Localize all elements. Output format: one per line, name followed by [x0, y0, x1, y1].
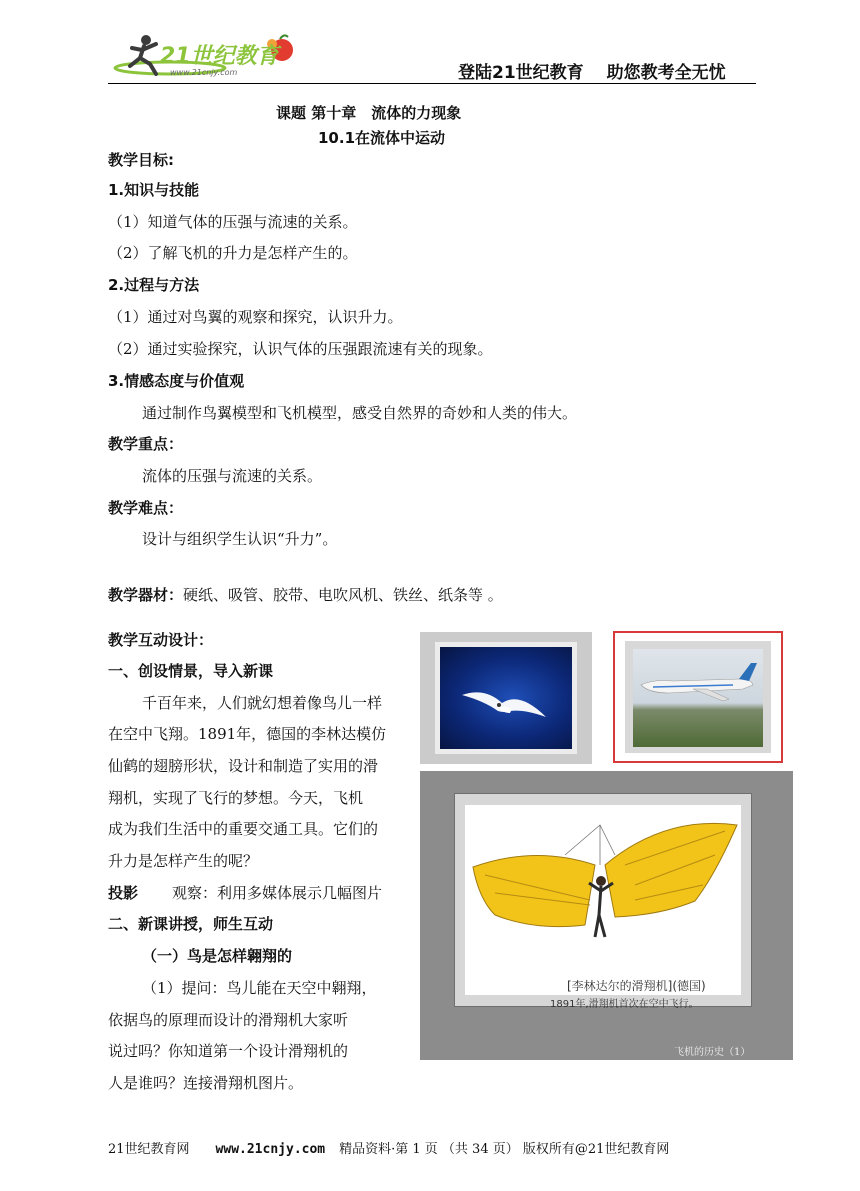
- intro-line: 翔机，实现了飞行的梦想。今天，飞机: [108, 789, 364, 807]
- glider-slide: [420, 771, 793, 1060]
- site-logo[interactable]: [112, 30, 312, 82]
- header-slogan: 登陆21世纪教育 助您教考全无忧: [458, 63, 726, 83]
- airplane-picture: [613, 631, 783, 763]
- projection-label: 投影: [108, 884, 139, 902]
- lesson-title: 课题 第十章 流体的力现象: [276, 104, 462, 122]
- bird-photo: [440, 647, 572, 749]
- process-item-2: （2）通过实验探究，认识气体的压强跟流速有关的现象。: [108, 340, 493, 358]
- logo-graphic: [112, 30, 312, 82]
- glider-slide-panel: [454, 793, 752, 1010]
- glider-caption-title: [李林达尔的滑翔机](德国): [567, 979, 706, 993]
- question-line: 依据鸟的原理而设计的滑翔机大家听: [108, 1011, 349, 1029]
- equipment-text: 硬纸、吸管、胶带、电吹风机、铁丝、纸条等 。: [183, 586, 503, 604]
- footer-site-link[interactable]: www.21cnjy.com: [215, 1142, 326, 1157]
- seagull-icon: [440, 647, 572, 749]
- process-item-1: （1）通过对鸟翼的观察和探究，认识升力。: [108, 308, 403, 326]
- footer-right: 精品资料·第 1 页 （共 34 页） 版权所有@21世纪教育网: [339, 1142, 670, 1157]
- lesson-subtitle: 10.1在流体中运动: [318, 129, 446, 147]
- question-line: 说过吗？你知道第一个设计滑翔机的: [108, 1042, 349, 1060]
- values-text: 通过制作鸟翼模型和飞机模型，感受自然界的奇妙和人类的伟大。: [142, 404, 578, 422]
- glider-slide-footer: 飞机的历史（1）: [674, 1047, 751, 1058]
- objectives-heading: 教学目标:: [108, 151, 174, 169]
- section-values-heading: 3.情感态度与价值观: [108, 372, 245, 390]
- design-heading: 教学互动设计：: [108, 631, 214, 649]
- airplane-icon: [633, 649, 763, 747]
- section-process-heading: 2.过程与方法: [108, 276, 200, 294]
- equipment-label: 教学器材：: [108, 586, 184, 604]
- airplane-photo: [633, 649, 763, 747]
- question-line: 人是谁吗？连接滑翔机图片。: [108, 1074, 304, 1092]
- part2-heading: 二、新课讲授，师生互动: [108, 915, 274, 933]
- glider-image-area: [465, 805, 741, 1010]
- section-knowledge-heading: 1.知识与技能: [108, 181, 200, 199]
- difficulty-text: 设计与组织学生认识“升力”。: [142, 530, 338, 548]
- projection-line: [108, 883, 382, 903]
- bird-picture: [420, 632, 592, 764]
- intro-line: 千百年来，人们就幻想着像鸟儿一样: [142, 694, 383, 712]
- glider-icon: [465, 805, 741, 975]
- projection-text: 观察：利用多媒体展示几幅图片: [172, 884, 383, 902]
- intro-line: 在空中飞翔。1891年，德国的李林达模仿: [108, 725, 387, 743]
- difficulty-heading: 教学难点：: [108, 499, 184, 517]
- question-line: （1）提问：鸟儿能在天空中翱翔，: [142, 979, 377, 997]
- focus-text: 流体的压强与流速的关系。: [142, 467, 323, 485]
- equipment-line: [108, 585, 503, 605]
- logo-text: 21世纪教育: [160, 44, 279, 69]
- sub1-heading: （一）鸟是怎样翱翔的: [142, 947, 293, 965]
- glider-caption-text: 1891年,滑翔机首次在空中飞行。: [550, 999, 699, 1010]
- focus-heading: 教学重点：: [108, 435, 184, 453]
- knowledge-item-2: （2）了解飞机的升力是怎样产生的。: [108, 244, 358, 262]
- intro-line: 升力是怎样产生的呢？: [108, 852, 259, 870]
- footer-left: 21世纪教育网: [108, 1142, 190, 1157]
- page-footer: [108, 1140, 669, 1160]
- logo-url: www.21cnjy.com: [170, 68, 238, 77]
- intro-line: 成为我们生活中的重要交通工具。它们的: [108, 820, 379, 838]
- header-divider: [108, 83, 756, 84]
- knowledge-item-1: （1）知道气体的压强与流速的关系。: [108, 213, 358, 231]
- intro-line: 仙鹤的翅膀形状，设计和制造了实用的滑: [108, 757, 379, 775]
- part1-heading: 一、创设情景，导入新课: [108, 662, 274, 680]
